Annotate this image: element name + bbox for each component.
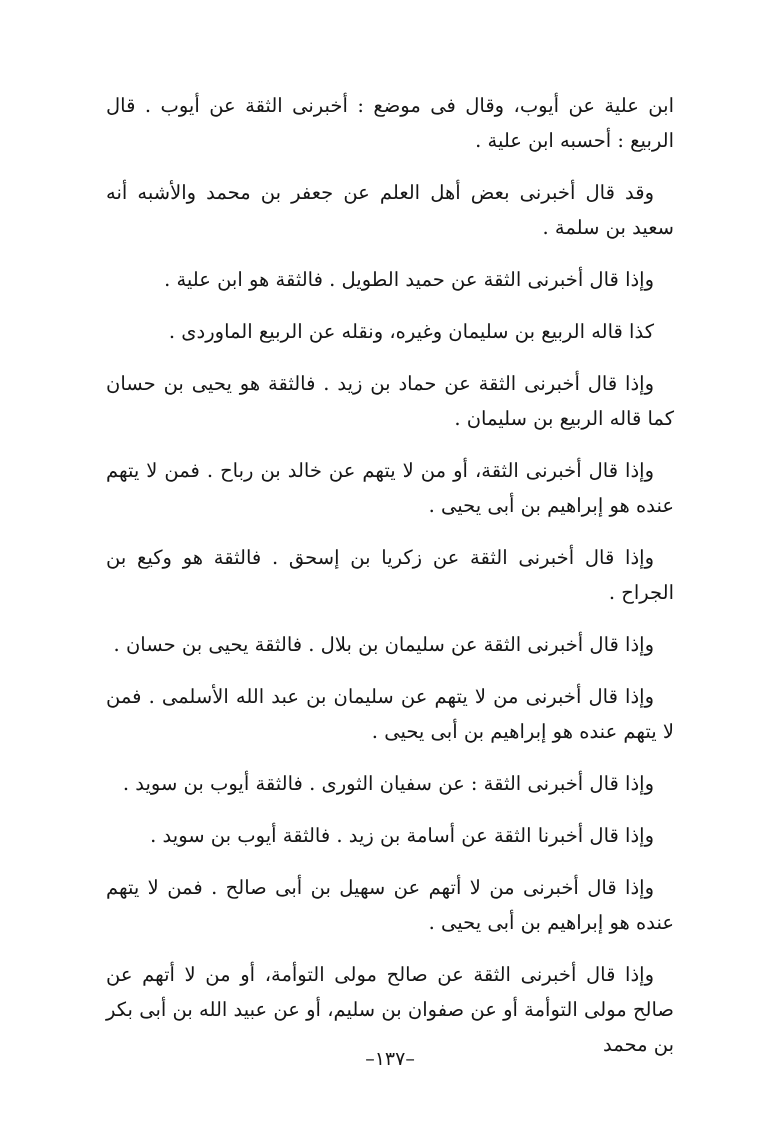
paragraph: وإذا قال أخبرنى الثقة عن سليمان بن بلال . فالثقة يحيى بن حسان . <box>113 633 654 656</box>
paragraph: وإذا قال أخبرنى من لا أتهم عن سهيل بن أبى صالح . فمن لا يتهم عنده هو إبراهيم بن أبى يحيى . <box>106 876 674 934</box>
paragraph: وإذا قال أخبرنى الثقة، أو من لا يتهم عن خالد بن رباح . فمن لا يتهم عنده هو إبراهيم بن أبى يحيى . <box>106 459 674 517</box>
paragraph: وإذا قال أخبرنى الثقة عن صالح مولى التوأمة، أو من لا أتهم عن صالح مولى التوأمة أو عن صفوان بن سليم، أو عن عبيد الله بن أبى بكر بن محمد <box>106 963 674 1056</box>
paragraph: ابن علية عن أيوب، وقال فى موضع : أخبرنى الثقة عن أيوب . قال الربيع : أحسبه ابن علية . <box>106 94 674 152</box>
paragraph: وإذا قال أخبرنى من لا يتهم عن سليمان بن عبد الله الأسلمى . فمن لا يتهم عنده هو إبراهيم بن أبى يحيى . <box>106 685 674 743</box>
paragraph: وإذا قال أخبرنى الثقة عن حماد بن زيد . فالثقة هو يحيى بن حسان كما قاله الربيع بن سليمان . <box>106 372 674 430</box>
paragraph: وإذا قال أخبرنا الثقة عن أسامة بن زيد . فالثقة أيوب بن سويد . <box>150 824 654 847</box>
paragraph: وإذا قال أخبرنى الثقة : عن سفيان الثورى . فالثقة أيوب بن سويد . <box>122 772 654 795</box>
paragraph: وقد قال أخبرنى بعض أهل العلم عن جعفر بن محمد والأشبه أنه سعيد بن سلمة . <box>106 181 674 239</box>
paragraph: وإذا قال أخبرنى الثقة عن زكريا بن إسحق . فالثقة هو وكيع بن الجراح . <box>106 546 674 604</box>
page-number: –١٣٧– <box>365 1048 415 1070</box>
page-body <box>106 88 674 1062</box>
paragraph: وإذا قال أخبرنى الثقة عن حميد الطويل . فالثقة هو ابن علية . <box>164 268 654 291</box>
paragraph: كذا قاله الربيع بن سليمان وغيره، ونقله عن الربيع الماوردى . <box>168 320 654 343</box>
